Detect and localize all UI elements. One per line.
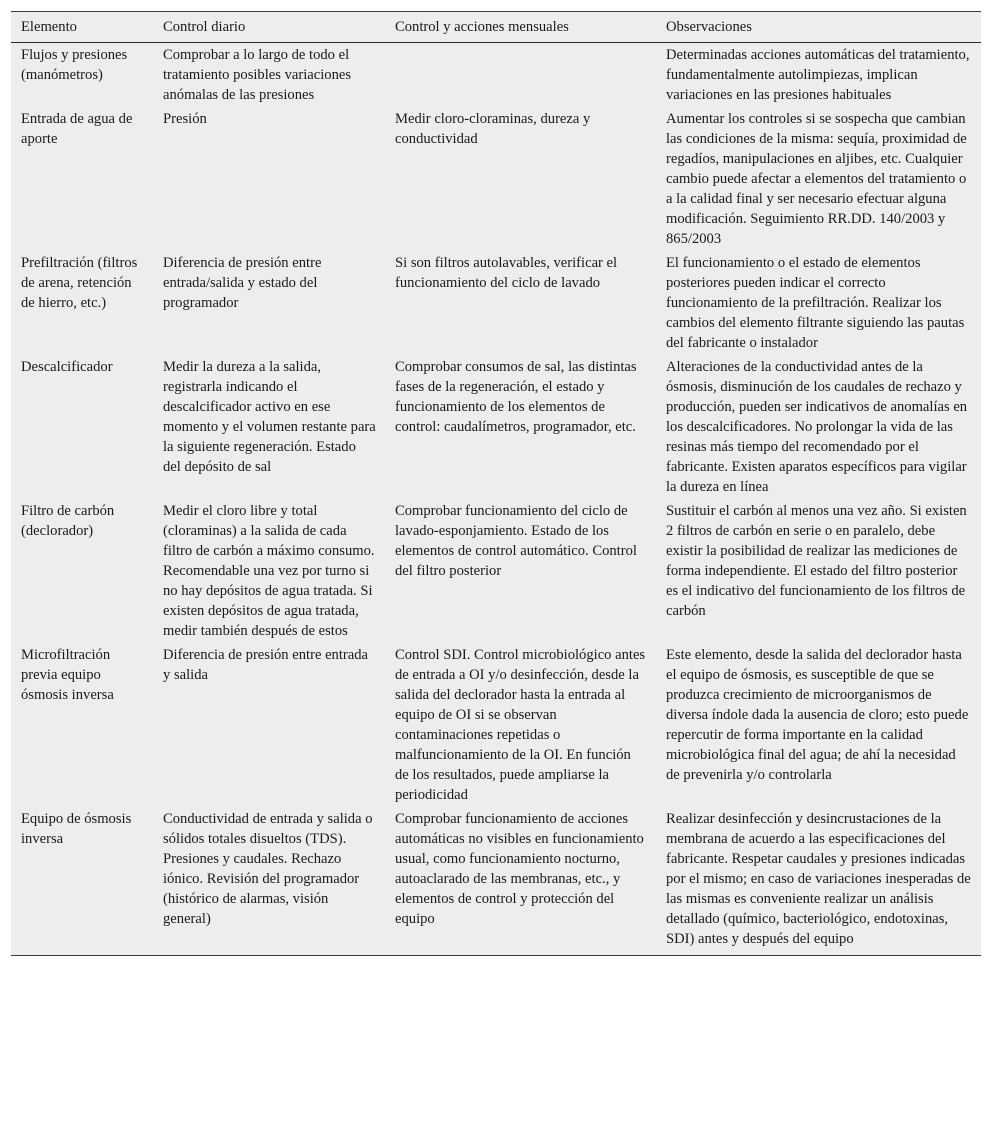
cell-control-mensual: Medir cloro-cloraminas, dureza y conductividad — [395, 111, 591, 147]
cell-control-mensual: Comprobar funcionamiento de acciones automáticas no visibles en funcionamiento usual, como funcionamiento nocturno, autoaclarado de las membranas, etc., y elementos de control y protección del equipo — [385, 807, 656, 956]
cell-control-mensual: Comprobar funcionamiento del ciclo de lavado-esponjamiento. Estado de los elementos de control automático. Control del filtro posterior — [395, 503, 637, 579]
cell-observaciones: Determinadas acciones automáticas del tratamiento, fundamentalmente autolimpiezas, implican variaciones en las presiones habituales — [666, 47, 970, 103]
cell-observaciones: Alteraciones de la conductividad antes de la ósmosis, disminución de los caudales de rechazo y producción, pueden ser indicativos de anomalías en los descalcificadores. No prolongar la vida de las resinas más tiempo del recomendado por el fabricante. Existen aparatos específicos para vigilar la dureza en línea — [666, 359, 968, 495]
table-row — [11, 251, 981, 355]
cell-elemento: Descalcificador — [21, 359, 113, 375]
cell-observaciones: El funcionamiento o el estado de elementos posteriores pueden indicar el correcto funcionamiento de la prefiltración. Realizar los cambios del elemento filtrante siguiendo las pautas del fabricante o instalador — [666, 255, 965, 351]
cell-elemento: Prefiltración (filtros de arena, retención de hierro, etc.) — [21, 255, 138, 311]
cell-control-diario: Conductividad de entrada y salida o sólidos totales disueltos (TDS). Presiones y caudales. Rechazo iónico. Revisión del programador (histórico de alarmas, visión general) — [153, 807, 385, 956]
header-elemento: Elemento — [11, 12, 153, 43]
cell-elemento: Microfiltración previa equipo ósmosis inversa — [21, 647, 114, 703]
cell-control-mensual: Si son filtros autolavables, verificar el funcionamiento del ciclo de lavado — [395, 255, 618, 291]
cell-control-diario: Medir el cloro libre y total (cloraminas) a la salida de cada filtro de carbón a máximo consumo. Recomendable una vez por turno si no hay depósitos de agua tratada. Si existen depósitos de agua tratada, medir también después de estos — [163, 503, 375, 639]
table-header — [11, 12, 981, 43]
cell-elemento: Entrada de agua de aporte — [21, 111, 133, 147]
table-row — [11, 43, 981, 108]
table-row — [11, 107, 981, 251]
header-control-mensual: Control y acciones mensuales — [385, 12, 656, 43]
cell-control-diario: Diferencia de presión entre entrada/salida y estado del programador — [163, 255, 322, 311]
cell-control-mensual — [385, 43, 656, 108]
cell-observaciones: Aumentar los controles si se sospecha que cambian las condiciones de la misma: sequía, proximidad de regadíos, manipulaciones en aljibes, etc. Cualquier cambio puede afectar a elementos del tratamiento o a la calidad final y ser necesario efectuar alguna modificación. Seguimiento RR.DD. 140/2003 y 865/2003 — [666, 111, 967, 247]
cell-control-diario: Diferencia de presión entre entrada y salida — [163, 647, 369, 683]
maintenance-table — [11, 11, 981, 956]
cell-elemento: Filtro de carbón (declorador) — [21, 503, 115, 539]
cell-control-mensual: Control SDI. Control microbiológico antes de entrada a OI y/o desinfección, desde la salida del declorador hasta la entrada al equipo de OI si se observan contaminaciones repetidas o malfuncionamiento de la OI. En función de los resultados, puede ampliarse la periodicidad — [395, 647, 646, 803]
cell-elemento: Flujos y presiones (manómetros) — [21, 47, 128, 83]
table-row — [11, 499, 981, 643]
header-observaciones: Observaciones — [656, 12, 981, 43]
header-control-diario: Control diario — [153, 12, 385, 43]
table-row — [11, 807, 981, 956]
cell-elemento: Equipo de ósmosis inversa — [11, 807, 153, 956]
table-body — [11, 43, 981, 956]
cell-control-diario: Presión — [163, 111, 207, 127]
cell-observaciones: Sustituir el carbón al menos una vez año. Si existen 2 filtros de carbón en serie o en paralelo, debe existir la posibilidad de realizar las mediciones de forma independiente. El estado del filtro posterior es el indicativo del funcionamiento de los filtros de carbón — [666, 503, 967, 619]
table-row — [11, 355, 981, 499]
maintenance-table-container — [11, 11, 981, 956]
cell-control-diario: Comprobar a lo largo de todo el tratamiento posibles variaciones anómalas de las presiones — [163, 47, 352, 103]
header-row — [11, 12, 981, 43]
cell-control-diario: Medir la dureza a la salida, registrarla indicando el descalcificador activo en ese momento y el volumen restante para la siguiente regeneración. Estado del depósito de sal — [163, 359, 376, 475]
cell-observaciones: Realizar desinfección y desincrustaciones de la membrana de acuerdo a las especificaciones del fabricante. Respetar caudales y presiones indicadas por el mismo; en caso de variaciones inesperadas de las mismas es conveniente realizar un análisis detallado (químico, bacteriológico, endotoxinas, SDI) antes y después del equipo — [656, 807, 981, 956]
cell-control-mensual: Comprobar consumos de sal, las distintas fases de la regeneración, el estado y funcionamiento de los elementos de control: caudalímetros, programador, etc. — [395, 359, 637, 435]
table-row — [11, 643, 981, 807]
cell-observaciones: Este elemento, desde la salida del declorador hasta el equipo de ósmosis, es susceptible de que se produzca crecimiento de microorganismos de diversa índole dada la ausencia de cloro; esto puede repercutir de forma importante en la calidad microbiológica final del agua; de ahí la necesidad de prevenirla y/o controlarla — [666, 647, 969, 783]
